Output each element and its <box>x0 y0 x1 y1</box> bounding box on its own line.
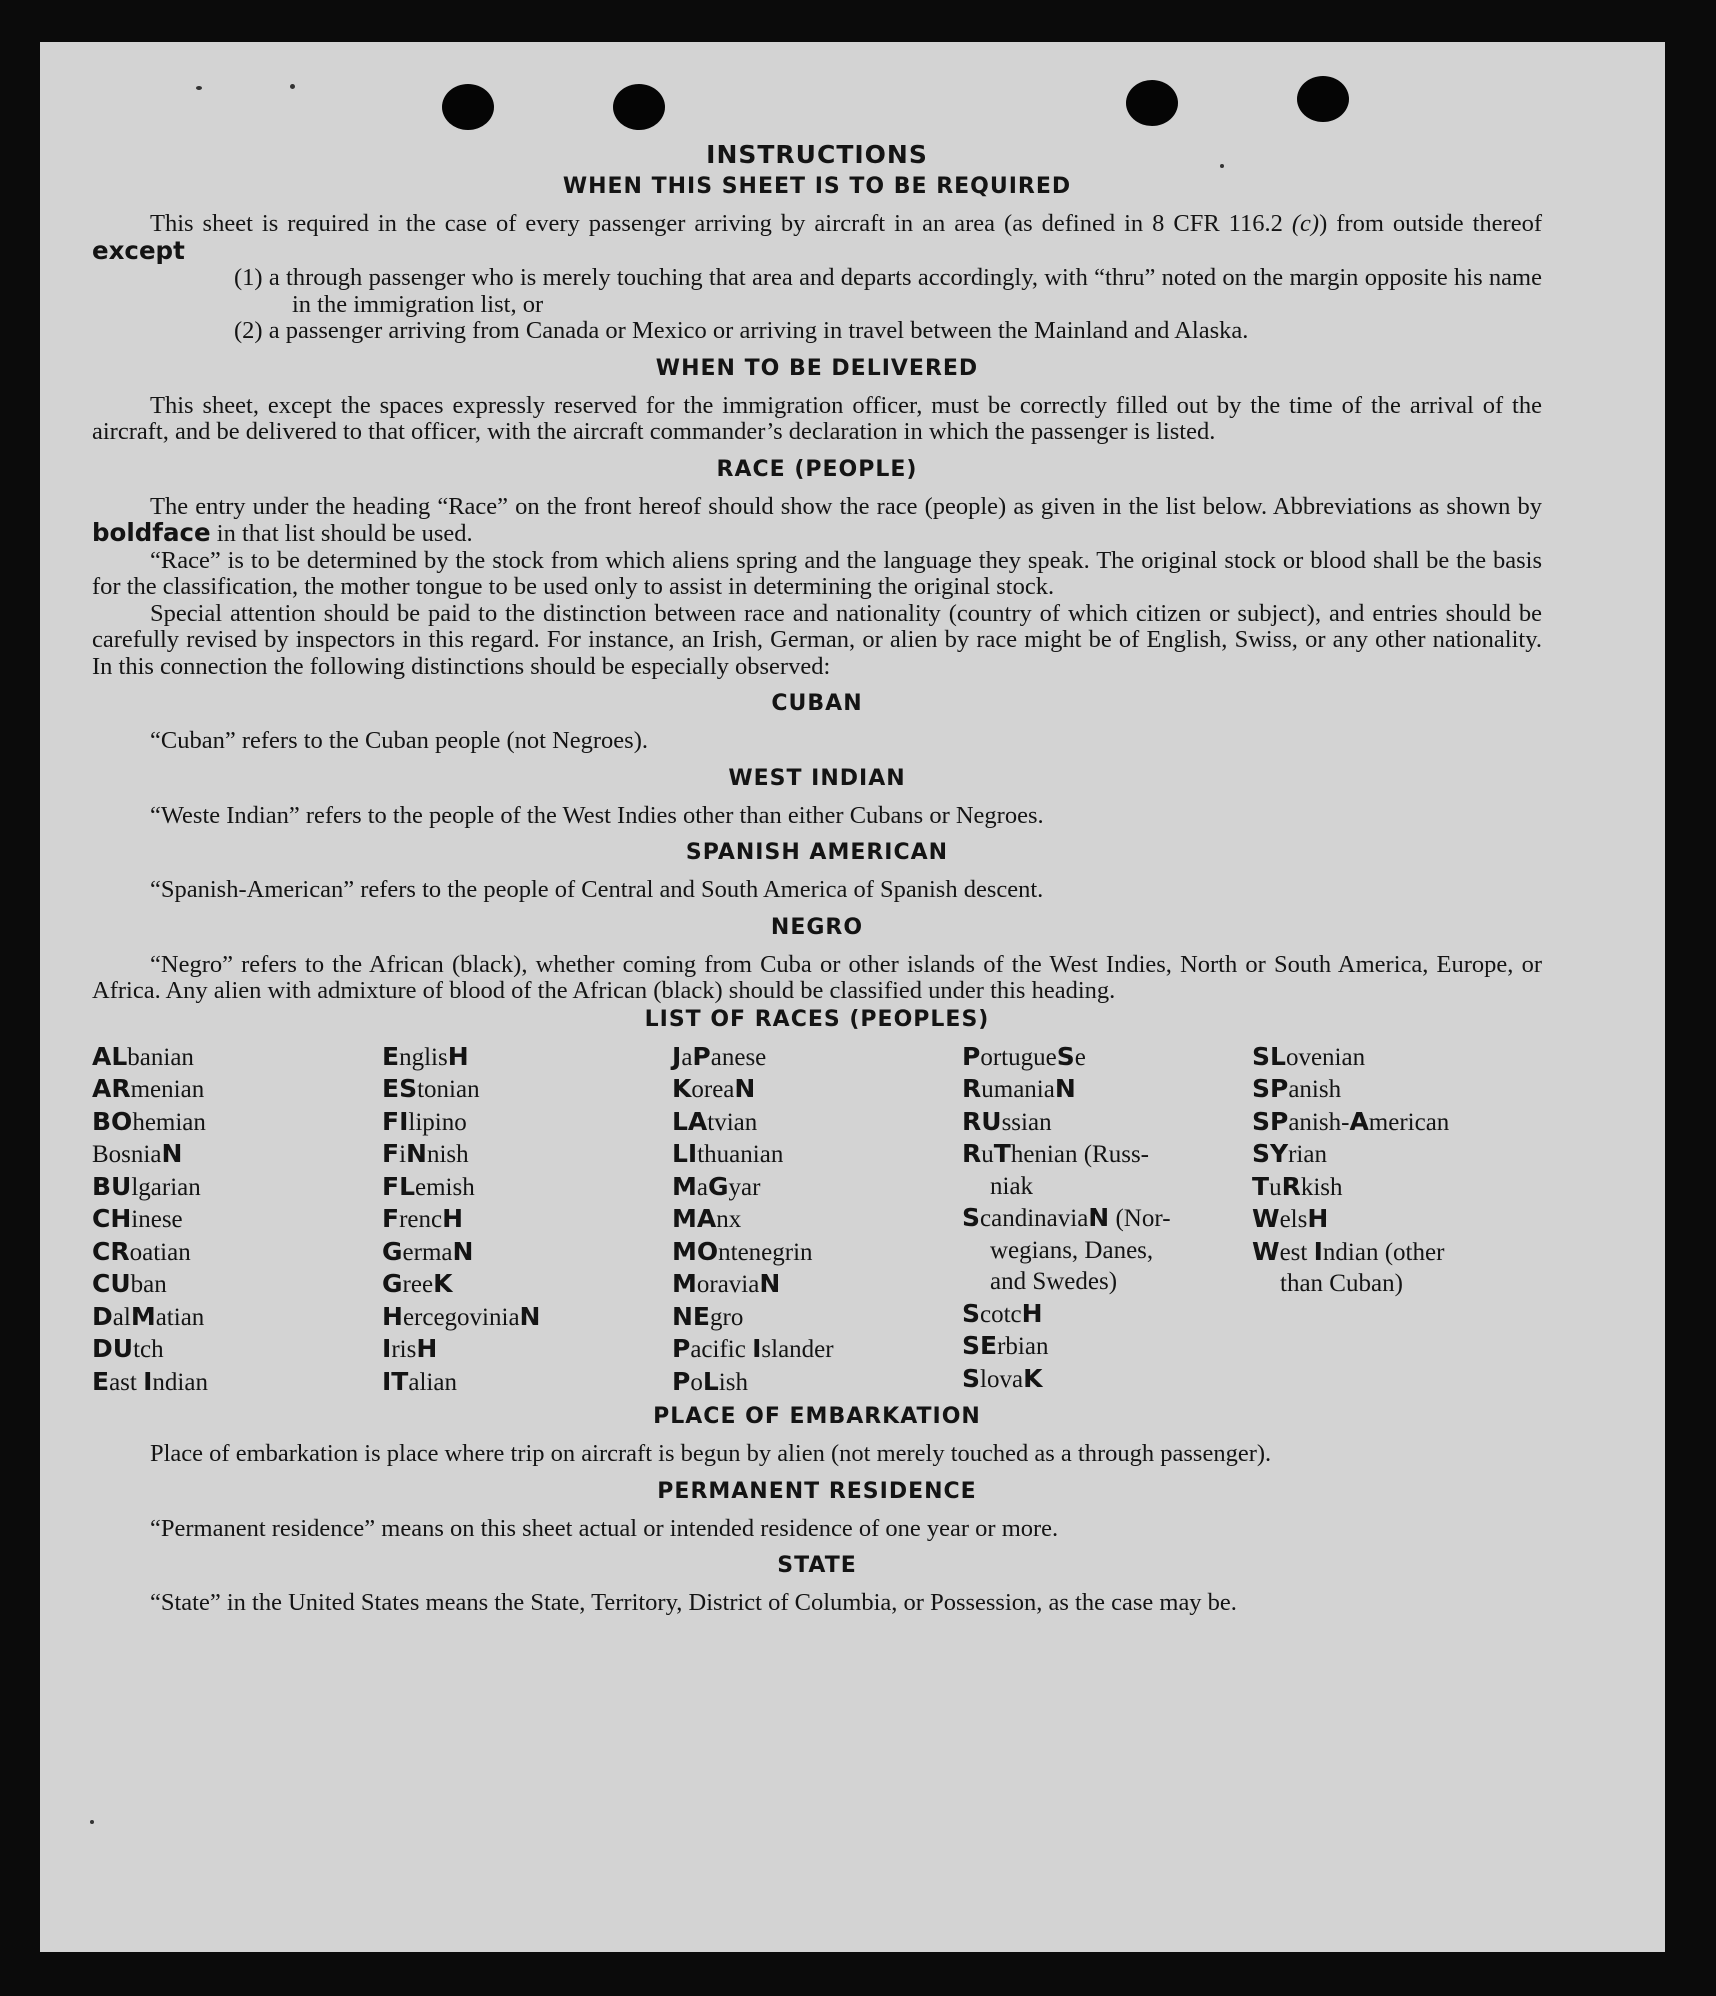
race-entry: SPanish-American <box>1252 1106 1450 1136</box>
race-entry: KoreaN <box>672 1074 756 1103</box>
exception-item: (2) a passenger arriving from Canada or Mexico or arriving in travel between the Mainland and Alaska. <box>234 317 1249 344</box>
heading-race: RACE (PEOPLE) <box>716 456 918 482</box>
races-row <box>92 1041 1542 1399</box>
races-table <box>92 1041 1542 1399</box>
cfr-reference: (c) <box>1291 210 1320 237</box>
heading-when-required: WHEN THIS SHEET IS TO BE REQUIRED <box>562 174 1072 199</box>
race-paragraph: Special attention should be paid to the distinction between race and nationality (country of which citizen or subject), and entries should be carefully revised by inspectors in this regard. For instance, an Irish, German, or alien by race might be of English, Swiss, or any other nationality. In this connection the following distinctions should be especially observed: <box>92 599 1542 680</box>
race-entry: wegians, Danes, <box>990 1236 1154 1264</box>
race-entry: East Indian <box>92 1366 208 1396</box>
punch-hole <box>1126 80 1178 126</box>
race-entry: SYrian <box>1252 1139 1327 1168</box>
race-entry: HercegoviniaN <box>382 1301 541 1331</box>
negro-text: “Negro” refers to the African (black), whether coming from Cuba or other islands of the West Indies, North or South America, Europe, or Africa. Any alien with admixture of blood of the African (black) should be classified under this heading. <box>92 950 1542 1004</box>
race-entry: ITalian <box>382 1366 457 1396</box>
races-column <box>962 1041 1252 1399</box>
race-entry: than Cuban) <box>1280 1270 1403 1297</box>
required-intro: This sheet is required in the case of every passenger arriving by aircraft in an area (as defined in 8 CFR 116.2 (c)) from outside thereof except <box>92 210 1543 265</box>
race-entry: PortugueSe <box>962 1041 1086 1071</box>
race-entry: GreeK <box>382 1269 453 1298</box>
race-entry: FLemish <box>382 1171 475 1201</box>
heading-negro: NEGRO <box>770 914 864 940</box>
race-entry: MaGyar <box>672 1171 761 1201</box>
race-entry: LAtvian <box>672 1106 758 1136</box>
races-column <box>672 1041 962 1399</box>
race-entry: ARmenian <box>92 1074 205 1103</box>
delivered-text: This sheet, except the spaces expressly reserved for the immigration officer, must be correctly filled out by the time of the arrival of the aircraft, and be delivered to that officer, with the aircraft commander’s declaration in which the passenger is listed. <box>92 391 1542 445</box>
race-entry: TuRkish <box>1252 1171 1343 1201</box>
race-entry: Pacific Islander <box>672 1334 834 1363</box>
race-paragraph: “Race” is to be determined by the stock from which aliens spring and the language they speak. The original stock or blood shall be the basis for the classification, the mother tongue to be used only to assist in determining the original stock. <box>92 546 1542 600</box>
paper-speck <box>90 1820 94 1824</box>
race-entry: FrencH <box>382 1204 464 1233</box>
race-entry: RumaniaN <box>962 1074 1076 1103</box>
races-column <box>382 1041 672 1399</box>
race-entry: CRoatian <box>92 1236 191 1266</box>
heading-permanent-residence: PERMANENT RESIDENCE <box>657 1478 977 1504</box>
except-keyword: except <box>92 235 185 265</box>
heading-embarkation: PLACE OF EMBARKATION <box>653 1404 981 1429</box>
heading-list-of-races: LIST OF RACES (PEOPLES) <box>644 1006 990 1032</box>
race-entry: FIlipino <box>382 1106 467 1136</box>
race-entry: CHinese <box>92 1204 183 1233</box>
race-entry: DUtch <box>92 1334 164 1363</box>
heading-west-indian: WEST INDIAN <box>728 765 906 791</box>
cuban-text: “Cuban” refers to the Cuban people (not Negroes). <box>150 727 648 754</box>
paper-speck <box>196 86 202 90</box>
exception-item: (1) a through passenger who is merely touching that area and departs accordingly, with “thru” noted on the margin opposite his name in the immigration list, or <box>234 264 1542 318</box>
race-entry: LIthuanian <box>672 1139 784 1168</box>
race-entry: BUlgarian <box>92 1171 201 1201</box>
race-entry: SlovaK <box>962 1363 1043 1393</box>
race-entry: RuThenian (Russ- <box>962 1139 1149 1168</box>
race-entry: niak <box>990 1172 1034 1200</box>
race-entry: SErbian <box>962 1331 1049 1360</box>
boldface-keyword: boldface <box>92 518 211 547</box>
race-entry: WelsH <box>1252 1204 1329 1233</box>
race-paragraph: The entry under the heading “Race” on the front hereof should show the race (people) as given in the list below. Abbreviations as shown by boldface in that list should be used. <box>92 492 1542 547</box>
races-column <box>92 1041 382 1399</box>
races-column <box>1252 1041 1542 1399</box>
race-entry: MoraviaN <box>672 1269 781 1298</box>
page-title: INSTRUCTIONS <box>706 140 928 169</box>
spanish-american-text: “Spanish-American” refers to the people of Central and South America of Spanish descent. <box>150 876 1044 903</box>
race-entry: IrisH <box>382 1334 438 1363</box>
race-entry: CUban <box>92 1269 167 1298</box>
punch-hole <box>1297 76 1349 122</box>
race-entry: EnglisH <box>382 1041 469 1071</box>
race-entry: and Swedes) <box>990 1268 1118 1295</box>
race-entry: GermaN <box>382 1236 474 1266</box>
race-entry: DalMatian <box>92 1301 205 1331</box>
race-entry: SPanish <box>1252 1074 1342 1103</box>
punch-hole <box>613 84 665 130</box>
required-exceptions-list <box>92 265 1542 345</box>
heading-cuban: CUBAN <box>771 691 863 716</box>
paper-speck <box>290 84 295 89</box>
race-entry: ScandinaviaN (Nor- <box>962 1203 1171 1232</box>
race-entry: SLovenian <box>1252 1041 1366 1071</box>
state-text: “State” in the United States means the State, Territory, District of Columbia, or Possession, as the case may be. <box>150 1589 1237 1616</box>
race-entry: ScotcH <box>962 1298 1043 1328</box>
race-entry: BosniaN <box>92 1139 183 1168</box>
race-entry: PoLish <box>672 1366 748 1396</box>
race-entry: West Indian (other <box>1252 1236 1445 1266</box>
race-entry: RUssian <box>962 1106 1052 1136</box>
race-entry: NEgro <box>672 1301 744 1331</box>
punch-hole <box>442 84 494 130</box>
race-entry: MOntenegrin <box>672 1236 813 1266</box>
heading-spanish-american: SPANISH AMERICAN <box>685 840 949 865</box>
race-entry: FiNnish <box>382 1139 469 1168</box>
race-entry: BOhemian <box>92 1106 206 1136</box>
race-entry: EStonian <box>382 1074 480 1103</box>
residence-text: “Permanent residence” means on this sheet actual or intended residence of one year or more. <box>150 1514 1059 1542</box>
instructions-content <box>92 138 1542 1617</box>
race-entry: ALbanian <box>92 1041 194 1071</box>
document-page <box>40 42 1665 1952</box>
race-entry: JaPanese <box>672 1041 767 1071</box>
heading-state: STATE <box>777 1553 857 1578</box>
heading-when-delivered: WHEN TO BE DELIVERED <box>655 355 979 381</box>
embarkation-text: Place of embarkation is place where trip on aircraft is begun by alien (not merely touched as a through passenger). <box>150 1440 1272 1467</box>
west-indian-text: “Weste Indian” refers to the people of the West Indies other than either Cubans or Negroes. <box>150 801 1044 829</box>
race-entry: MAnx <box>672 1204 742 1233</box>
